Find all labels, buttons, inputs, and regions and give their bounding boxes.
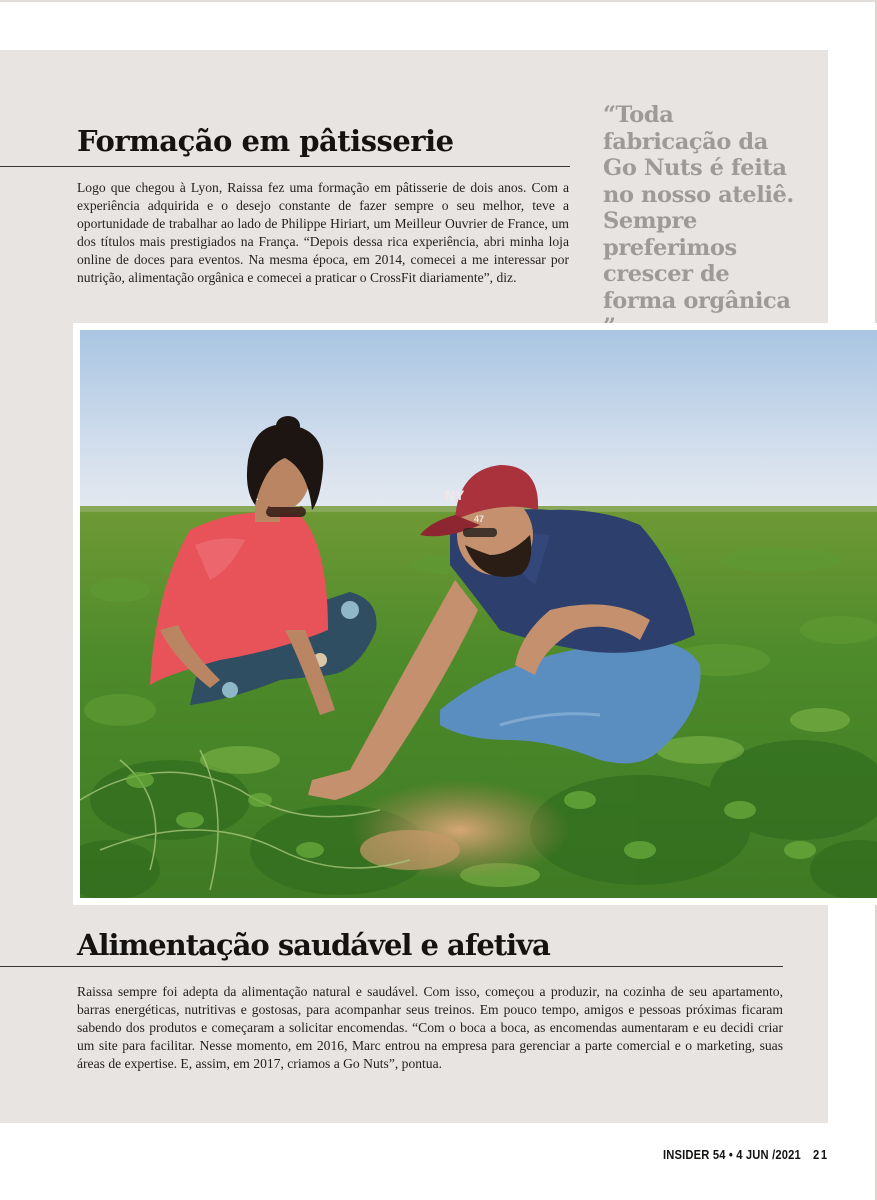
pull-quote: “Toda fabricação da Go Nuts é feita no nosso ateliê. Sempre preferimos crescer de forma orgânica (603, 102, 794, 314)
page-number: 21 (813, 1147, 829, 1162)
section-title-formacao: Formação em pâtisserie (77, 124, 454, 158)
cap-logo: NY (445, 487, 465, 503)
page-top-edge (0, 0, 877, 2)
cap-number: 47 (474, 514, 485, 524)
section-paragraph-alimentacao: Raissa sempre foi adepta da alimentação natural e saudável. Com isso, começou a produzir, na cozinha de seu apartamento, barras energéticas, nutritivas e gostosas, para acompanhar seus treinos. Em pouco tempo, amigos e pessoas próximas ficaram sabendo dos produtos e começaram a solicitar encomendas. “Com o boca a boca, as encomendas aumentaram e eu decidi criar um site para facilitar. Nesse momento, em 2016, Marc entrou na empresa para gerenciar a parte comercial e o marketing, suas áreas de expertise. E, assim, em 2017, criamos a Go Nuts”, pontua. (77, 984, 783, 1071)
footer-issue: INSIDER 54 • 4 JUN /2021 (663, 1147, 802, 1162)
section-title-alimentacao: Alimentação saudável e afetiva (77, 928, 550, 962)
page-footer (663, 1147, 829, 1162)
section-rule-top (0, 166, 570, 167)
section-rule-bottom (0, 966, 783, 967)
article-photo (80, 330, 877, 898)
section-paragraph-formacao: Logo que chegou à Lyon, Raissa fez uma formação em pâtisserie de dois anos. Com a experiência adquirida e o desejo constante de fazer sempre o seu melhor, teve a oportunidade de trabalhar ao lado de Philippe Hiriart, um Meilleur Ouvrier de France, um dos títulos mais prestigiados na França. “Depois dessa rica experiência, abri minha loja online de doces para eventos. Na mesma época, em 2014, comecei a me interessar por nutrição, alimentação orgânica e comecei a praticar o CrossFit diariamente”, diz. (77, 180, 569, 285)
